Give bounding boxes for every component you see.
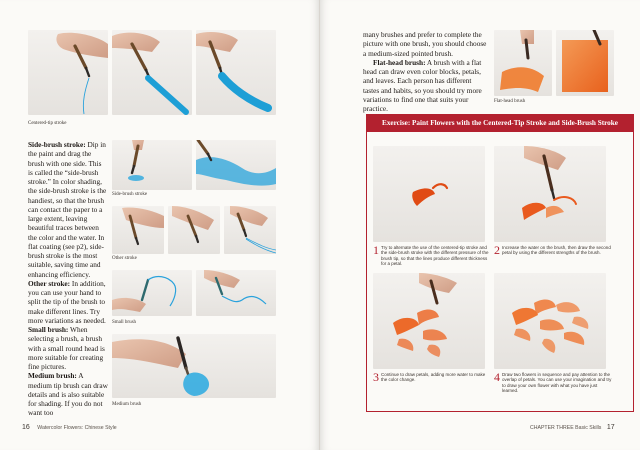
exercise-box xyxy=(366,114,634,412)
left-body-text xyxy=(28,140,108,418)
heading-flat-head: Flat-head brush: xyxy=(373,57,426,67)
exercise-step-1-photo xyxy=(373,146,485,242)
medium-brush-photo xyxy=(112,334,276,398)
left-running-title: Watercolor Flowers: Chinese Style xyxy=(37,425,117,431)
step-4-number: 4 xyxy=(494,370,500,384)
heading-medium-brush: Medium brush: xyxy=(28,371,77,381)
exercise-step-2-photo xyxy=(494,146,606,242)
caption-side-brush: Side-brush stroke xyxy=(112,192,148,197)
para-flat-head: Flat-head brush: A brush with a flat head can draw even color blocks, petals, and leaves. Each person has different tastes and habits, so you should try more variations to find one that suits your practice. xyxy=(363,57,482,113)
small-brush-photo-2 xyxy=(196,270,276,316)
para-side-brush: Side-brush stroke: Dip in the paint and drag the brush with one side. This is called the “side-brush stroke.” In color shading, the side-brush stroke is the handiest, so that the brush can contact the paper to a large extent, leaving beautiful traces between the color and the water. In flat coating (see p2), side-brush stroke is the most suitable, saving time and enhancing efficiency. xyxy=(28,140,107,279)
heading-small-brush: Small brush: xyxy=(28,325,69,334)
para-medium-brush: Medium brush: A medium tip brush can draw details and is also suitable for shading. If you do not want too xyxy=(28,371,108,418)
caption-other-stroke: Other stroke xyxy=(112,256,137,261)
exercise-step-3-photo xyxy=(373,273,485,369)
step-2-text: Increase the water on the brush, then draw the second petal by using the different strengths of the brush. xyxy=(502,245,611,256)
other-stroke-photo-3 xyxy=(224,206,276,254)
heading-other-stroke: Other stroke: xyxy=(28,278,71,288)
caption-centered-tip: Centered-tip stroke xyxy=(28,121,67,126)
side-brush-photo-2 xyxy=(196,140,276,190)
centered-tip-photo-2 xyxy=(112,30,192,115)
caption-medium-brush: Medium brush xyxy=(112,402,142,407)
caption-flat-head: Flat-head brush xyxy=(494,99,526,104)
centered-tip-photo-3 xyxy=(196,30,276,115)
left-page-number: 16 xyxy=(22,424,30,431)
heading-side-brush: Side-brush stroke: xyxy=(28,140,86,149)
step-4-text: Draw two flowers in sequence and pay attention to the overlap of petals. You can use your imagination and try to draw your own flower with what you have just learned. xyxy=(502,372,612,394)
step-3-number: 3 xyxy=(373,370,379,384)
centered-tip-photo-1 xyxy=(28,30,108,115)
right-page-number: 17 xyxy=(606,424,615,431)
right-body-text xyxy=(363,30,489,113)
flat-brush-photo-1 xyxy=(494,30,552,96)
step-2-number: 2 xyxy=(494,243,500,257)
flat-brush-photo-2 xyxy=(556,30,614,96)
side-brush-photo-1 xyxy=(112,140,192,190)
caption-small-brush: Small brush xyxy=(112,320,137,325)
other-stroke-photo-2 xyxy=(168,206,220,254)
exercise-title: Exercise: Paint Flowers with the Centered-Tip Stroke and Side-Brush Stroke xyxy=(367,115,633,132)
right-running-title: CHAPTER THREE Basic Skills xyxy=(530,425,602,431)
para-other-stroke: Other stroke: In addition, you can use your hand to split the tip of the brush to make different lines. Try more variations as needed. xyxy=(28,278,106,325)
exercise-step-4-photo xyxy=(494,273,606,369)
step-3-text: Continue to draw petals, adding more water to make the color change. xyxy=(381,372,486,383)
step-1-number: 1 xyxy=(373,243,379,257)
left-footer xyxy=(22,424,117,431)
right-footer xyxy=(530,424,615,431)
step-1-text: Try to alternate the use of the centered-tip stroke and the side-brush stroke with the different pressure of the brush tip, so that the lines produce different thickness for a petal. xyxy=(381,245,489,267)
para-intro-continued: many brushes and prefer to complete the picture with one brush, you should choose a medium-sized pointed brush. xyxy=(363,30,487,58)
small-brush-photo-1 xyxy=(112,270,192,316)
other-stroke-photo-1 xyxy=(112,206,164,254)
para-small-brush: Small brush: When selecting a brush, a brush with a small round head is more suitable for creating fine pictures. xyxy=(28,325,105,371)
